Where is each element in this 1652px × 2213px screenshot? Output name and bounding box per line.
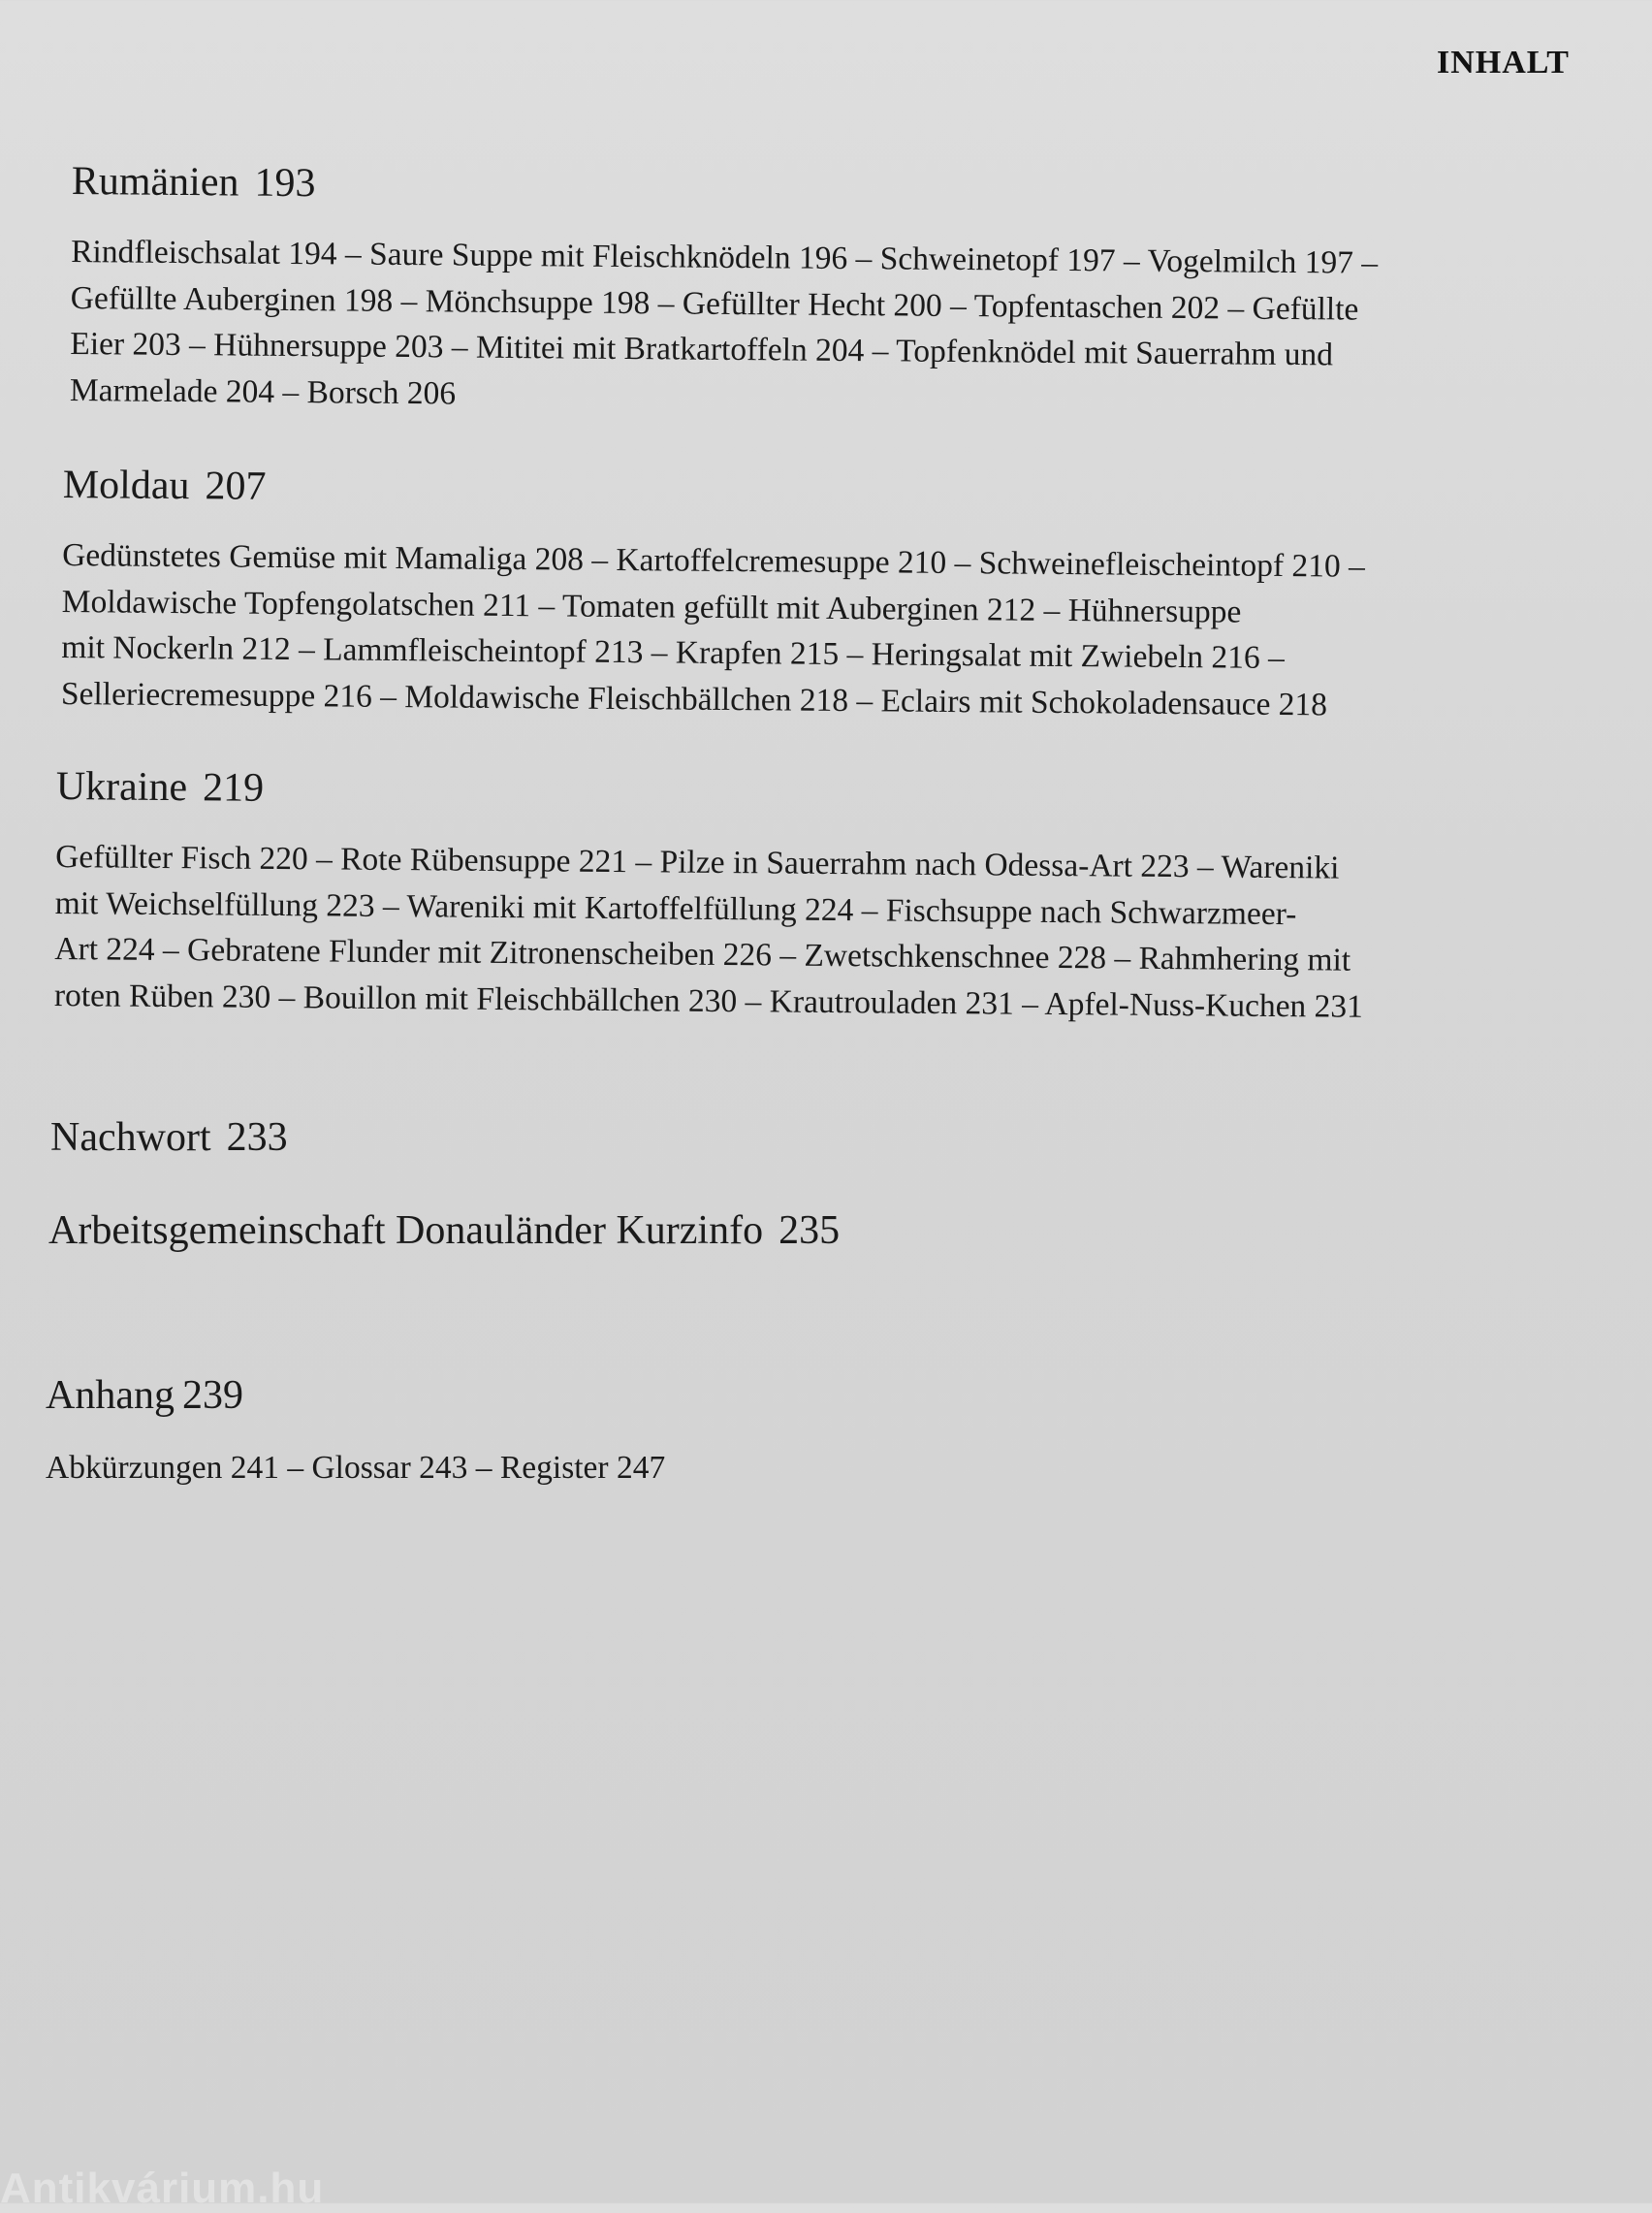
entry-line: Abkürzungen 241 – Glossar 243 – Register 247 — [46, 1450, 666, 1486]
toc-section-moldau — [61, 465, 1556, 730]
section-title: Moldau — [62, 463, 190, 509]
entry-line: roten Rüben 230 – Bouillon mit Fleischbällchen 230 – Krautrouladen 231 – Apfel-Nuss-Kuchen 231 — [53, 977, 1364, 1025]
toc-section-ukraine — [54, 766, 1549, 1032]
section-heading — [63, 465, 1556, 518]
entry-line: Marmelade 204 – Borsch 206 — [69, 371, 457, 412]
section-heading — [50, 1117, 288, 1158]
section-heading — [46, 1375, 1539, 1416]
entry-line: mit Nockerln 212 – Lammfleischeintopf 213 – Krapfen 215 – Heringsalat mit Zwiebeln 216 – — [61, 629, 1286, 677]
watermark: Antikvárium.hu — [0, 2165, 325, 2212]
toc-section-nachwort — [50, 1117, 288, 1158]
section-title: Anhang — [46, 1373, 175, 1418]
section-title: Rumänien — [71, 159, 239, 206]
section-entries — [70, 229, 1565, 427]
toc-section-anhang — [46, 1375, 1539, 1491]
entry-line: Rindfleischsalat 194 – Saure Suppe mit Fleischknödeln 196 – Schweinetopf 197 – Vogelmilch 197 – — [71, 233, 1379, 281]
section-page-number: 235 — [778, 1208, 841, 1253]
section-entries — [54, 834, 1549, 1032]
section-page-number: 193 — [254, 160, 316, 207]
entry-line: Gefüllter Fisch 220 – Rote Rübensuppe 221 – Pilze in Sauerrahm nach Odessa-Art 223 – Wareniki — [55, 838, 1340, 886]
section-page-number: 239 — [181, 1373, 243, 1418]
entry-line: mit Weichselfüllung 223 – Wareniki mit Kartoffelfüllung 224 – Fischsuppe nach Schwarzmeer- — [54, 884, 1297, 932]
running-head: INHALT — [1436, 45, 1570, 80]
entry-line: Gedünstetes Gemüse mit Mamaliga 208 – Kartoffelcremesuppe 210 – Schweinefleischeintopf 210 – — [62, 536, 1365, 585]
entry-line: Gefüllte Auberginen 198 – Mönchsuppe 198 – Gefüllter Hecht 200 – Topfentaschen 202 – Gefüllte — [70, 279, 1359, 328]
section-page-number: 207 — [205, 464, 267, 509]
section-heading — [72, 161, 1565, 214]
section-heading — [56, 766, 1549, 819]
entry-line: Eier 203 – Hühnersuppe 203 – Mititei mit Bratkartoffeln 204 – Topfenknödel mit Sauerrahm und — [70, 326, 1334, 373]
section-page-number: 219 — [202, 765, 265, 811]
section-entries — [46, 1445, 1539, 1491]
section-heading — [48, 1210, 840, 1251]
entry-line: Art 224 – Gebratene Flunder mit Zitronenscheiben 226 – Zwetschkenschnee 228 – Rahmhering mit — [54, 931, 1351, 978]
section-title: Ukraine — [55, 764, 188, 811]
toc-section-rumaenien — [70, 161, 1565, 427]
section-page-number: 233 — [226, 1115, 288, 1160]
section-title: Nachwort — [50, 1115, 211, 1160]
entry-line: Selleriecremesuppe 216 – Moldawische Fleischbällchen 218 – Eclairs mit Schokoladensauce 218 — [60, 675, 1328, 723]
section-title: Arbeitsgemeinschaft Donauländer Kurzinfo — [48, 1208, 764, 1253]
toc-section-arge — [48, 1210, 840, 1251]
entry-line: Moldawische Topfengolatschen 211 – Tomaten gefüllt mit Auberginen 212 – Hühnersuppe — [61, 583, 1242, 630]
section-entries — [61, 532, 1556, 730]
